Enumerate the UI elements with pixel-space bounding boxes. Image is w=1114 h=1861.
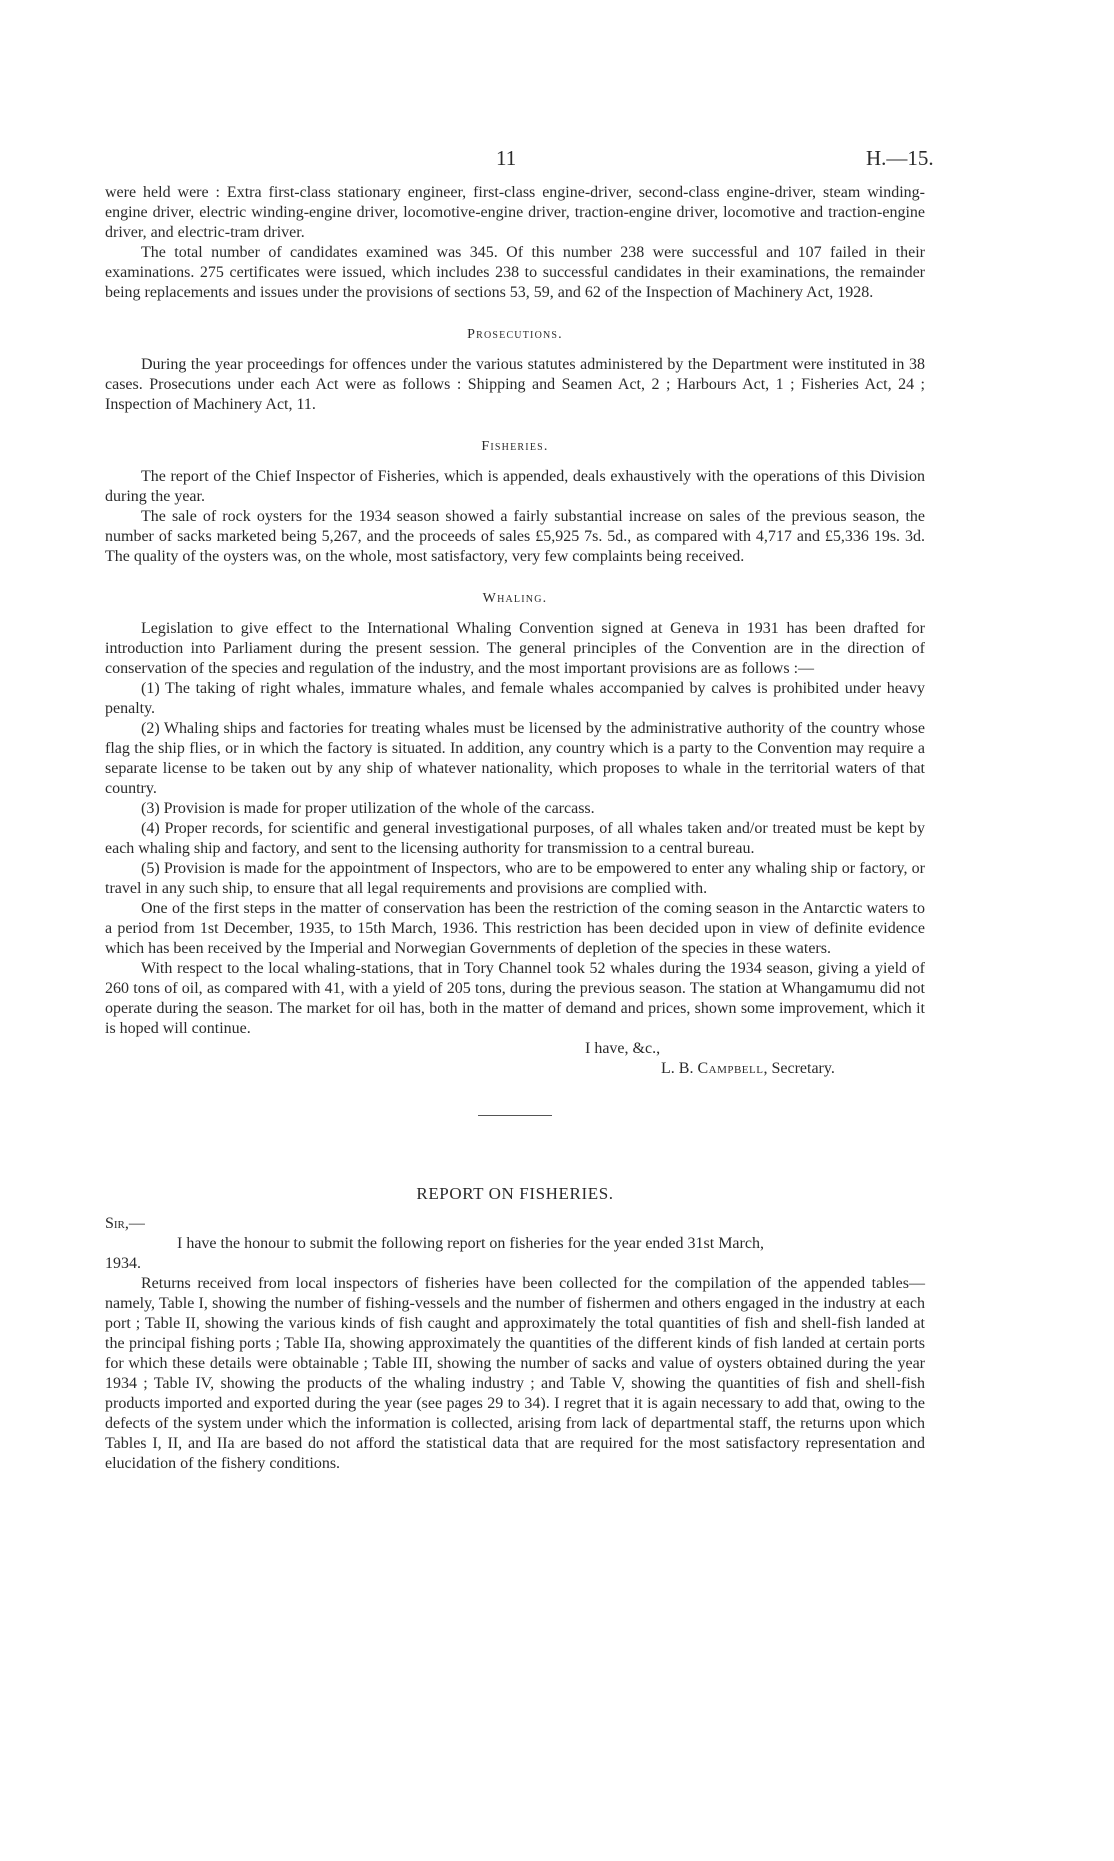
report-salutation: Sir,— <box>105 1215 145 1232</box>
signature-line <box>105 1059 925 1079</box>
signature-initials: L. B. <box>661 1060 694 1077</box>
whaling-provision: (3) Provision is made for proper utilization of the whole of the carcass. <box>141 800 595 817</box>
whaling-paragraph: With respect to the local whaling-stations, that in Tory Channel took 52 whales during the 1934 season, giving a yield of 260 tons of oil, as compared with 41, with a yield of 205 tons, during the previous season. The station at Whangamumu did not operate during the season. The market for oil has, both in the matter of demand and prices, shown some improvement, which it is hoped will continue. <box>105 960 925 1037</box>
report-opening: I have the honour to submit the following report on fisheries for the year ended 31st March, <box>177 1235 764 1252</box>
page-number: 11 <box>496 146 517 170</box>
section-divider <box>478 1115 552 1116</box>
section-heading-fisheries: Fisheries. <box>481 439 549 454</box>
report-year: 1934. <box>105 1255 141 1272</box>
fisheries-paragraph: The report of the Chief Inspector of Fisheries, which is appended, deals exhaustively with the operations of this Division during the year. <box>105 468 925 505</box>
fisheries-paragraph: The sale of rock oysters for the 1934 season showed a fairly substantial increase on sales of the previous season, the number of sacks marketed being 5,267, and the proceeds of sales £5,925 7s. 5d., as compared with 4,717 and £5,336 19s. 3d. The quality of the oysters was, on the whole, most satisfactory, very few complaints being received. <box>105 508 925 565</box>
signature-closing: I have, &c., <box>585 1040 661 1057</box>
section-heading-prosecutions: Prosecutions. <box>467 327 563 342</box>
report-paragraph: Returns received from local inspectors of fisheries have been collected for the compilation of the appended tables—namely, Table I, showing the number of fishing-vessels and the number of fishermen and others engaged in the industry at each port ; Table II, showing the various kinds of fish caught and approximately the total quantities of fish and shell-fish landed at the principal fishing ports ; Table IIa, showing approximately the quantities of the different kinds of fish landed at certain ports for which these details were obtainable ; Table III, showing the number of sacks and value of oysters obtained during the year 1934 ; Table IV, showing the products of the whaling industry ; and Table V, showing the quantities of fish and shell-fish products imported and exported during the year (see pages 29 to 34). I regret that it is again necessary to add that, owing to the defects of the system under which the information is collected, arising from lack of departmental staff, the returns upon which Tables I, II, and IIa are based do not afford the statistical data that are required for the most satisfactory representation and elucidation of the fishery conditions. <box>105 1275 925 1472</box>
whaling-provision: (2) Whaling ships and factories for treating whales must be licensed by the administrative authority of the country whose flag the ship flies, or in which the factory is situated. In addition, any country which is a party to the Convention may require a separate license to be taken out by any ship of whatever nationality, which proposes to whale in the territorial waters of that country. <box>105 720 925 797</box>
signature-surname: Campbell <box>697 1060 764 1077</box>
whaling-provision: (5) Provision is made for the appointment of Inspectors, who are to be empowered to enter any whaling ship or factory, or travel in any such ship, to ensure that all legal requirements and provisions are complied with. <box>105 860 925 897</box>
report-title: REPORT ON FISHERIES. <box>416 1184 614 1203</box>
whaling-provision: (4) Proper records, for scientific and general investigational purposes, of all whales taken and/or treated must be kept by each whaling ship and factory, and sent to the licensing authority for transmission to a central bureau. <box>105 820 925 857</box>
intro-paragraph: were held were : Extra first-class stationary engineer, first-class engine-driver, second-class engine-driver, steam winding-engine driver, electric winding-engine driver, locomotive-engine driver, traction-engine driver, locomotive and traction-engine driver, and electric-tram driver. <box>105 184 925 241</box>
whaling-paragraph: One of the first steps in the matter of conservation has been the restriction of the coming season in the Antarctic waters to a period from 1st December, 1935, to 15th March, 1936. This restriction has been decided upon in view of definite evidence which has been received by the Imperial and Norwegian Governments of depletion of the species in these waters. <box>105 900 925 957</box>
page-body <box>105 183 925 1474</box>
document-reference: H.—15. <box>866 146 934 170</box>
whaling-provision: (1) The taking of right whales, immature whales, and female whales accompanied by calves is prohibited under heavy penalty. <box>105 680 925 717</box>
whaling-paragraph: Legislation to give effect to the International Whaling Convention signed at Geneva in 1931 has been drafted for introduction into Parliament during the present session. The general principles of the Convention are in the direction of conservation of the species and regulation of the industry, and the most important provisions are as follows :— <box>105 620 925 677</box>
signature-title: , Secretary. <box>763 1060 835 1077</box>
intro-paragraph: The total number of candidates examined was 345. Of this number 238 were successful and 107 failed in their examinations. 275 certificates were issued, which includes 238 to successful candidates in their examinations, the remainder being replacements and issues under the provisions of sections 53, 59, and 62 of the Inspection of Machinery Act, 1928. <box>105 244 925 301</box>
prosecutions-paragraph: During the year proceedings for offences under the various statutes administered by the Department were instituted in 38 cases. Prosecutions under each Act were as follows : Shipping and Seamen Act, 2 ; Harbours Act, 1 ; Fisheries Act, 24 ; Inspection of Machinery Act, 11. <box>105 356 925 413</box>
section-heading-whaling: Whaling. <box>482 591 548 606</box>
